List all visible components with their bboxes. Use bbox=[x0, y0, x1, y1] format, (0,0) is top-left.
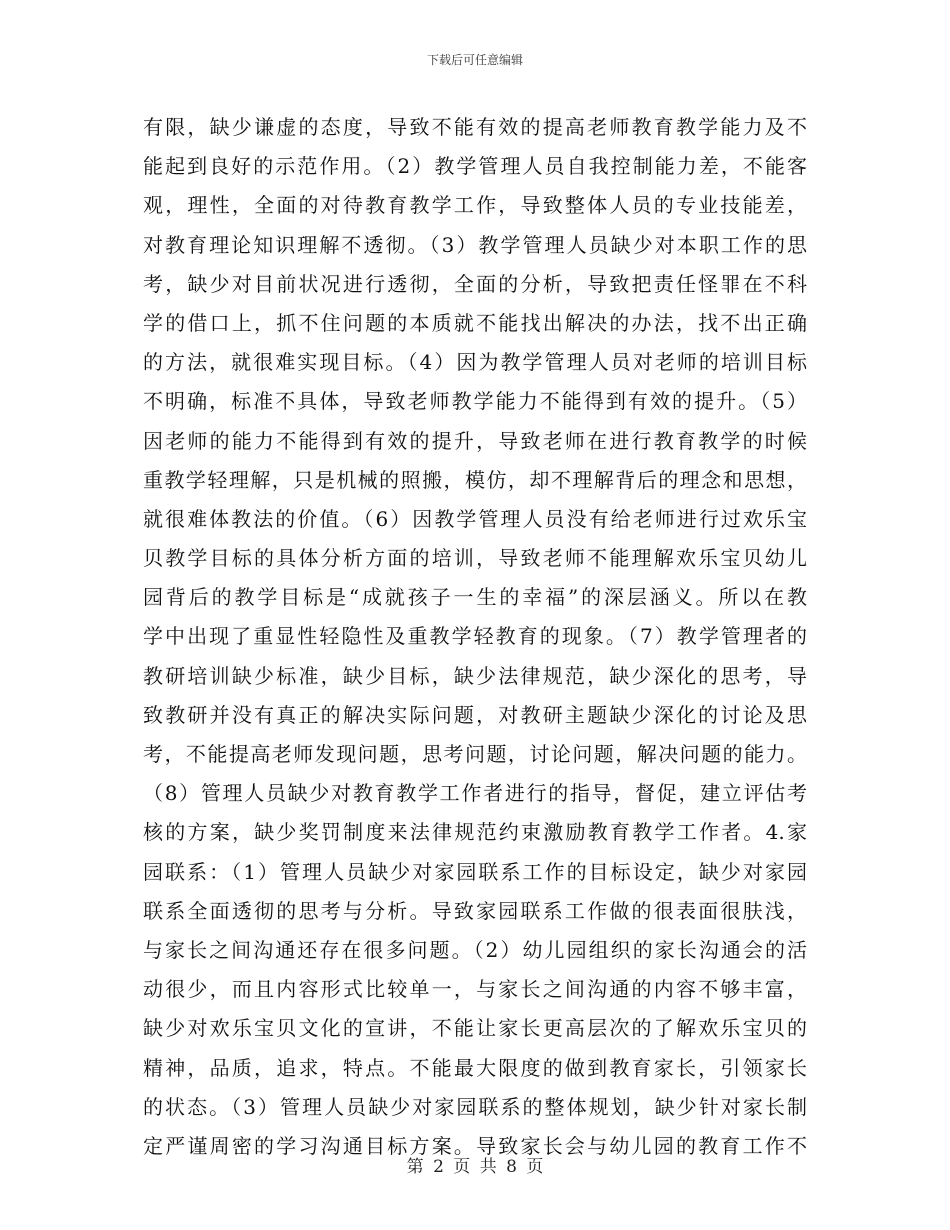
text-line: 定严谨周密的学习沟通目标方案。导致家长会与幼儿园的教育工作不 bbox=[143, 1133, 807, 1158]
text-line: 考，缺少对目前状况进行透彻，全面的分析，导致把责任怪罪在不科 bbox=[143, 271, 807, 296]
text-line: 精神，品质，追求，特点。不能最大限度的做到教育家长，引领家长 bbox=[143, 1055, 807, 1080]
document-body bbox=[143, 108, 807, 1166]
text-line: 因老师的能力不能得到有效的提升，导致老师在进行教育教学的时候 bbox=[143, 428, 807, 453]
text-line: 缺少对欢乐宝贝文化的宣讲，不能让家长更高层次的了解欢乐宝贝的 bbox=[143, 1016, 807, 1041]
text-line: 的方法，就很难实现目标。（4）因为教学管理人员对老师的培训目标 bbox=[143, 350, 807, 375]
text-line: 考，不能提高老师发现问题，思考问题，讨论问题，解决问题的能力。 bbox=[143, 742, 807, 766]
text-line: 核的方案，缺少奖罚制度来法律规范约束激励教育教学工作者。4.家 bbox=[143, 820, 807, 845]
text-line: 园背后的教学目标是“成就孩子一生的幸福”的深层涵义。所以在教 bbox=[143, 585, 807, 610]
text-line: 联系全面透彻的思考与分析。导致家园联系工作做的很表面很肤浅， bbox=[143, 898, 807, 923]
text-line: 不明确，标准不具体，导致老师教学能力不能得到有效的提升。（5） bbox=[143, 389, 807, 414]
text-line: 观，理性，全面的对待教育教学工作，导致整体人员的专业技能差， bbox=[143, 193, 807, 218]
text-line: 学中出现了重显性轻隐性及重教学轻教育的现象。（7）教学管理者的 bbox=[143, 624, 807, 649]
text-line: 有限，缺少谦虚的态度，导致不能有效的提高老师教育教学能力及不 bbox=[143, 115, 807, 139]
text-line: 致教研并没有真正的解决实际问题，对教研主题缺少深化的讨论及思 bbox=[143, 702, 807, 727]
text-line: 的状态。（3）管理人员缺少对家园联系的整体规划，缺少针对家长制 bbox=[143, 1094, 807, 1119]
page-number: 第 2 页 共 8 页 bbox=[406, 1157, 544, 1177]
text-line: 贝教学目标的具体分析方面的培训，导致老师不能理解欢乐宝贝幼儿 bbox=[143, 546, 807, 571]
text-line: 与家长之间沟通还存在很多问题。（2）幼儿园组织的家长沟通会的活 bbox=[143, 937, 807, 962]
text-line: 动很少，而且内容形式比较单一，与家长之间沟通的内容不够丰富， bbox=[143, 977, 807, 1002]
text-line: 园联系：（1）管理人员缺少对家园联系工作的目标设定，缺少对家园 bbox=[143, 859, 807, 884]
text-line: 能起到良好的示范作用。（2）教学管理人员自我控制能力差，不能客 bbox=[143, 154, 807, 179]
page-header: 下载后可任意编辑 bbox=[426, 53, 523, 67]
text-line: （8）管理人员缺少对教育教学工作者进行的指导，督促，建立评估考 bbox=[143, 781, 807, 806]
text-line: 教研培训缺少标准，缺少目标，缺少法律规范，缺少深化的思考，导 bbox=[143, 663, 807, 688]
text-line: 就很难体教法的价值。（6）因教学管理人员没有给老师进行过欢乐宝 bbox=[143, 506, 807, 531]
text-line: 学的借口上，抓不住问题的本质就不能找出解决的办法，找不出正确 bbox=[143, 310, 807, 335]
text-line: 对教育理论知识理解不透彻。（3）教学管理人员缺少对本职工作的思 bbox=[143, 232, 807, 257]
text-line: 重教学轻理解，只是机械的照搬，模仿，却不理解背后的理念和思想， bbox=[143, 467, 807, 492]
